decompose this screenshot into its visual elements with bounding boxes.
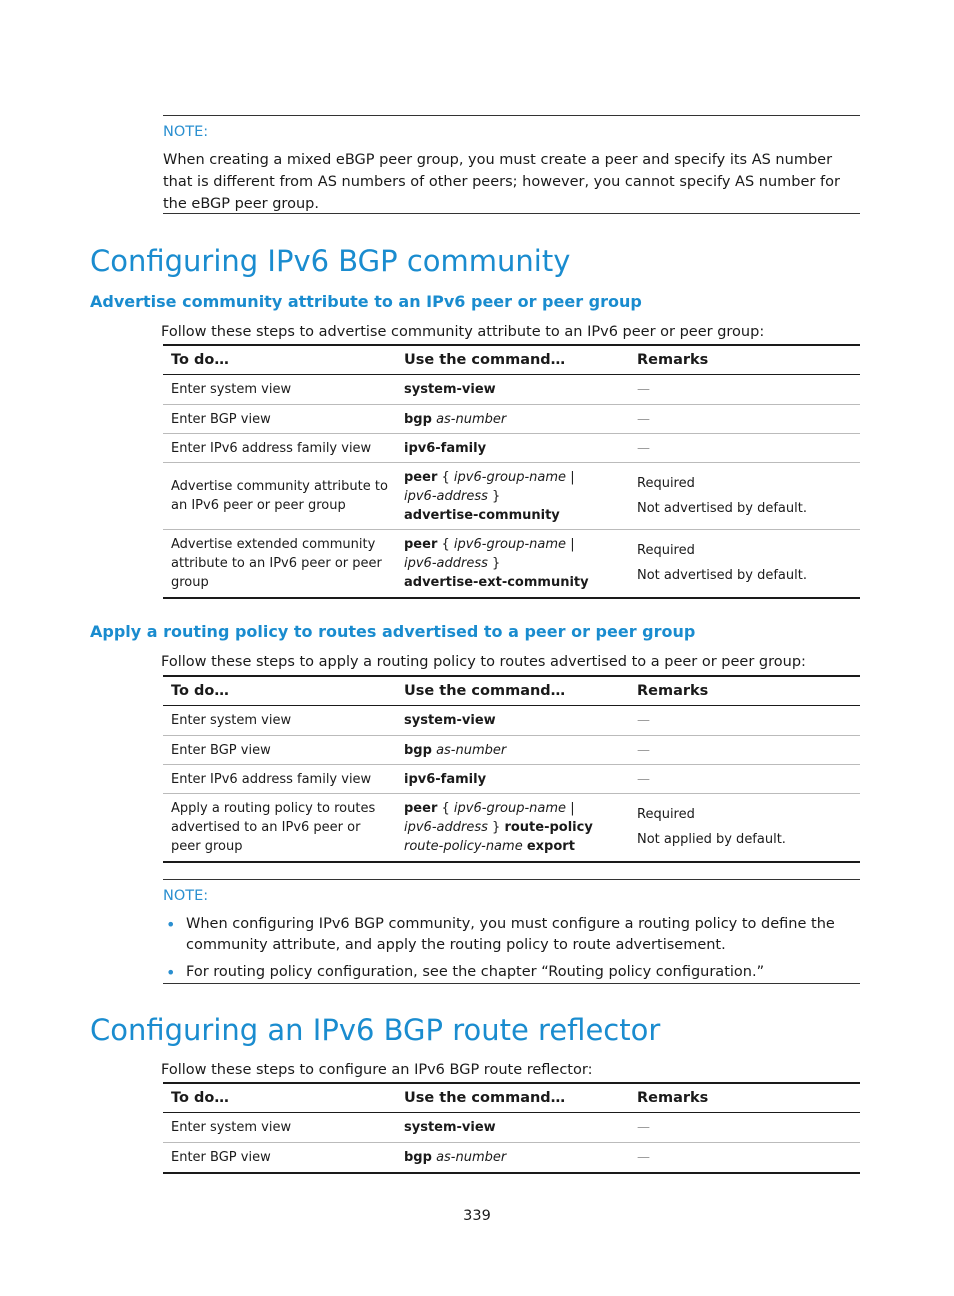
table-header-row	[163, 676, 860, 706]
cmd-brace: {	[441, 536, 450, 552]
cell-remarks	[629, 405, 860, 434]
remark-default: Not applied by default.	[637, 831, 786, 847]
table-row	[163, 736, 860, 765]
cmd-argument: route-policy-name	[404, 838, 523, 854]
cmd-keyword: peer	[404, 536, 438, 552]
cmd-brace: {	[441, 469, 450, 485]
note-bullet-list	[163, 914, 860, 989]
cell-remarks	[629, 765, 860, 794]
cell-command	[396, 794, 629, 862]
table-row	[163, 375, 860, 405]
cmd-argument: ipv6-group-name	[453, 536, 567, 552]
cell-todo: Enter system view	[163, 1113, 396, 1143]
cmd-keyword: bgp	[404, 411, 432, 427]
cmd-pipe: |	[570, 800, 575, 816]
remark-dash: —	[637, 1149, 650, 1165]
table-row	[163, 405, 860, 434]
cell-remarks	[629, 463, 860, 530]
cmd-keyword: bgp	[404, 1149, 432, 1165]
cell-todo: Enter BGP view	[163, 405, 396, 434]
cmd-argument: as-number	[436, 742, 507, 758]
header-todo: To do…	[163, 1083, 396, 1113]
cell-command	[396, 405, 629, 434]
list-item: • For routing policy configuration, see the chapter “Routing policy configuration.”	[163, 962, 860, 983]
cell-todo: Apply a routing policy to routes advertised to an IPv6 peer or peer group	[163, 794, 396, 862]
cell-remarks	[629, 706, 860, 736]
remark-default: Not advertised by default.	[637, 567, 807, 583]
cell-todo: Advertise extended community attribute to an IPv6 peer or peer group	[163, 530, 396, 598]
intro-apply-routing-policy: Follow these steps to apply a routing policy to routes advertised to a peer or peer group:	[161, 654, 806, 670]
cell-todo: Enter BGP view	[163, 1143, 396, 1173]
cell-command	[396, 765, 629, 794]
cell-remarks	[629, 375, 860, 405]
header-command: Use the command…	[396, 1083, 629, 1113]
remark-dash: —	[637, 713, 650, 728]
remark-required: Required	[637, 806, 695, 822]
cell-command	[396, 530, 629, 598]
list-item: • When configuring IPv6 BGP community, you must configure a routing policy to define the community attribute, and apply the routing policy to route advertisement.	[163, 914, 860, 956]
table-row	[163, 1113, 860, 1143]
remark-required: Required	[637, 475, 695, 491]
remark-dash: —	[637, 1120, 650, 1135]
cmd-brace: {	[441, 800, 450, 816]
cmd-keyword: peer	[404, 800, 438, 816]
intro-advertise-community: Follow these steps to advertise community attribute to an IPv6 peer or peer group:	[161, 324, 765, 340]
table-advertise-community	[163, 344, 860, 599]
subsection-title-apply-routing-policy: Apply a routing policy to routes advertised to a peer or peer group	[90, 622, 696, 641]
cmd-keyword: ipv6-family	[404, 771, 487, 787]
subsection-title-advertise-community: Advertise community attribute to an IPv6 peer or peer group	[90, 292, 642, 311]
table-row	[163, 794, 860, 862]
cell-command	[396, 434, 629, 463]
header-todo: To do…	[163, 345, 396, 375]
cell-todo: Enter system view	[163, 706, 396, 736]
cell-remarks	[629, 1143, 860, 1173]
remark-dash: —	[637, 382, 650, 397]
remark-default: Not advertised by default.	[637, 500, 807, 516]
table-row	[163, 706, 860, 736]
cmd-keyword: ipv6-family	[404, 440, 487, 456]
header-command: Use the command…	[396, 345, 629, 375]
cmd-argument: as-number	[436, 411, 507, 427]
table-row	[163, 765, 860, 794]
note-label: NOTE:	[163, 888, 209, 904]
remark-required: Required	[637, 542, 695, 558]
cmd-argument: ipv6-group-name	[453, 800, 567, 816]
cmd-keyword: system-view	[404, 1120, 496, 1135]
cell-command	[396, 463, 629, 530]
table-row	[163, 530, 860, 598]
cell-command	[396, 1113, 629, 1143]
cell-todo: Enter IPv6 address family view	[163, 434, 396, 463]
cmd-keyword: peer	[404, 469, 438, 485]
section-title-bgp-community: Configuring IPv6 BGP community	[90, 244, 571, 278]
cell-todo: Advertise community attribute to an IPv6 peer or peer group	[163, 463, 396, 530]
cell-remarks	[629, 434, 860, 463]
cell-remarks	[629, 794, 860, 862]
table-route-reflector	[163, 1082, 860, 1174]
cmd-argument: ipv6-address	[404, 819, 488, 835]
page-number: 339	[463, 1208, 491, 1224]
cmd-argument: as-number	[436, 1149, 507, 1165]
remark-dash: —	[637, 440, 650, 456]
table-row	[163, 463, 860, 530]
header-command: Use the command…	[396, 676, 629, 706]
cell-todo: Enter BGP view	[163, 736, 396, 765]
cell-command	[396, 706, 629, 736]
header-remarks: Remarks	[629, 345, 860, 375]
cmd-brace: }	[492, 488, 501, 504]
header-remarks: Remarks	[629, 676, 860, 706]
cell-remarks	[629, 1113, 860, 1143]
cmd-argument: ipv6-address	[404, 555, 488, 571]
table-header-row	[163, 345, 860, 375]
cell-todo: Enter system view	[163, 375, 396, 405]
section-title-route-reflector: Configuring an IPv6 BGP route reflector	[90, 1013, 661, 1047]
cmd-keyword: system-view	[404, 382, 496, 397]
cmd-brace: }	[492, 819, 501, 835]
cmd-brace: }	[492, 555, 501, 571]
cmd-keyword: export	[526, 838, 575, 854]
cmd-keyword: system-view	[404, 713, 496, 728]
cell-command	[396, 375, 629, 405]
cell-command	[396, 736, 629, 765]
note-box-mixed-ebgp	[163, 115, 860, 214]
remark-dash: —	[637, 411, 650, 427]
cell-command	[396, 1143, 629, 1173]
cmd-pipe: |	[570, 536, 575, 552]
note-box-community	[163, 879, 860, 984]
intro-route-reflector: Follow these steps to configure an IPv6 BGP route reflector:	[161, 1062, 593, 1078]
cmd-argument: ipv6-address	[404, 488, 488, 504]
cmd-argument: ipv6-group-name	[453, 469, 567, 485]
remark-dash: —	[637, 742, 650, 758]
cell-remarks	[629, 530, 860, 598]
cmd-keyword: advertise-ext-community	[404, 574, 589, 590]
header-remarks: Remarks	[629, 1083, 860, 1113]
note-label: NOTE:	[163, 124, 209, 140]
table-row	[163, 434, 860, 463]
cmd-keyword: advertise-community	[404, 507, 560, 523]
cell-todo: Enter IPv6 address family view	[163, 765, 396, 794]
table-header-row	[163, 1083, 860, 1113]
remark-dash: —	[637, 771, 650, 787]
table-apply-routing-policy	[163, 675, 860, 863]
cmd-pipe: |	[570, 469, 575, 485]
cell-remarks	[629, 736, 860, 765]
note-text: When creating a mixed eBGP peer group, you must create a peer and specify its AS number that is different from AS numbers of other peers; however, you cannot specify AS number for the eBGP peer group.	[163, 152, 840, 212]
cmd-keyword: bgp	[404, 742, 432, 758]
table-row	[163, 1143, 860, 1173]
header-todo: To do…	[163, 676, 396, 706]
cmd-keyword: route-policy	[504, 819, 593, 835]
